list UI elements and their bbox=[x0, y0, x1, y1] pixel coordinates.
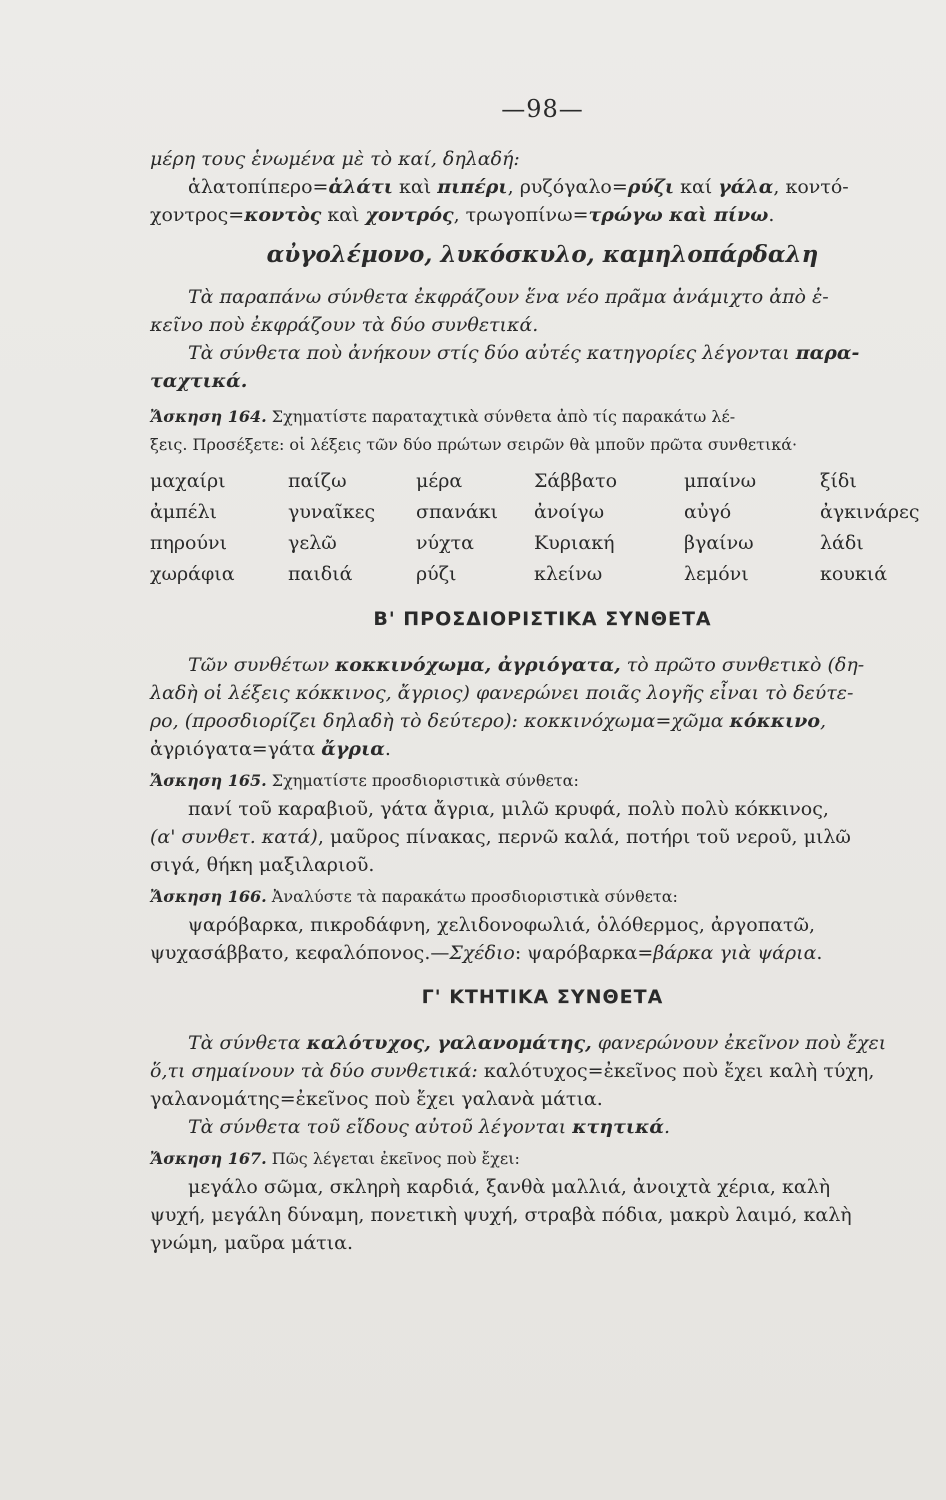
text-line: (α' συνθετ. κατά), μαῦρος πίνακας, περνῶ καλά, ποτήρι τοῦ νεροῦ, μιλῶ bbox=[150, 826, 851, 848]
text-line: κεῖνο ποὺ ἐκφράζουν τὰ δύο συνθετικά. bbox=[150, 314, 539, 336]
exercise-164: Ἄσκηση 164. Σχηματίστε παραταχτικὰ σύνθετα ἀπὸ τίς παρακάτω λέ- bbox=[150, 407, 736, 426]
text-line: ἁλατοπίπερο=ἁλάτι καὶ πιπέρι, ρυζόγαλο=ρύζι καί γάλα, κοντό- bbox=[188, 176, 849, 198]
page-number: —98— bbox=[501, 95, 584, 123]
text-line: Τὰ σύνθετα ποὺ ἀνήκουν στίς δύο αὐτές κατηγορίες λέγονται παρα- bbox=[188, 342, 860, 364]
text-line: Τὰ σύνθετα τοῦ εἴδους αὐτοῦ λέγονται κτητικά. bbox=[188, 1116, 670, 1138]
text-line: μέρη τους ἑνωμένα μὲ τὸ καί, δηλαδή: bbox=[150, 148, 520, 170]
examples-line: αὐγολέμονο, λυκόσκυλο, καμηλοπάρδαλη bbox=[266, 241, 819, 268]
text-line: ψυχασάββατο, κεφαλόπονος.—Σχέδιο: ψαρόβαρκα=βάρκα γιὰ ψάρια. bbox=[150, 942, 823, 964]
text-line: γνώμη, μαῦρα μάτια. bbox=[150, 1232, 353, 1254]
exercise-166: Ἄσκηση 166. Ἀναλύστε τὰ παρακάτω προσδιοριστικὰ σύνθετα: bbox=[150, 887, 678, 906]
exercise-label: Ἄσκηση 164. bbox=[150, 407, 267, 426]
text-line: Τὰ παραπάνω σύνθετα ἐκφράζουν ἕνα νέο πρᾶμα ἀνάμιχτο ἀπὸ ἐ- bbox=[188, 286, 829, 308]
text-line: ξεις. Προσέξετε: οἱ λέξεις τῶν δύο πρώτων σειρῶν θὰ μποῦν πρῶτα συνθετικά· bbox=[150, 435, 798, 454]
text-line: χοντρος=κοντὸς καὶ χοντρός, τρωγοπίνω=τρώγω καὶ πίνω. bbox=[150, 204, 775, 226]
text-line: ρο, (προσδιορίζει δηλαδὴ τὸ δεύτερο): κοκκινόχωμα=χῶμα κόκκινο, bbox=[150, 710, 827, 732]
text-line: σιγά, θήκη μαξιλαριοῦ. bbox=[150, 854, 375, 876]
text-line: μεγάλο σῶμα, σκληρὴ καρδιά, ξανθὰ μαλλιά, ἀνοιχτὰ χέρια, καλὴ bbox=[188, 1176, 831, 1198]
text-line: γαλανομάτης=ἐκεῖνος ποὺ ἔχει γαλανὰ μάτια. bbox=[150, 1088, 603, 1110]
exercise-label: Ἄσκηση 166. bbox=[150, 887, 267, 906]
text-line: πανί τοῦ καραβιοῦ, γάτα ἄγρια, μιλῶ κρυφά, πολὺ πολὺ κόκκινος, bbox=[188, 798, 829, 820]
table-row: χωράφια παιδιά ρύζι κλείνω λεμόνι κουκιά bbox=[150, 562, 888, 585]
exercise-label: Ἄσκηση 167. bbox=[150, 1149, 267, 1168]
page-content bbox=[150, 95, 935, 1257]
exercise-165: Ἄσκηση 165. Σχηματίστε προσδιοριστικὰ σύνθετα: bbox=[150, 771, 579, 790]
text-line: ἀγριόγατα=γάτα ἄγρια. bbox=[150, 738, 391, 760]
text-line: Τῶν συνθέτων κοκκινόχωμα, ἀγριόγατα, τὸ πρῶτο συνθετικὸ (δη- bbox=[188, 654, 865, 676]
text-line: Τὰ σύνθετα καλότυχος, γαλανομάτης, φανερώνουν ἐκεῖνον ποὺ ἔχει bbox=[188, 1032, 887, 1054]
text-line: ὅ,τι σημαίνουν τὰ δύο συνθετικά: καλότυχος=ἐκεῖνος ποὺ ἔχει καλὴ τύχη, bbox=[150, 1060, 875, 1082]
table-row: πηρούνι γελῶ νύχτα Κυριακή βγαίνω λάδι bbox=[150, 531, 864, 554]
text-line: ψυχή, μεγάλη δύναμη, πονετικὴ ψυχή, στραβὰ πόδια, μακρὺ λαιμό, καλὴ bbox=[150, 1204, 852, 1226]
text-line: ψαρόβαρκα, πικροδάφνη, χελιδονοφωλιά, ὁλόθερμος, ἀργοπατῶ, bbox=[188, 914, 816, 936]
text-line: λαδὴ οἱ λέξεις κόκκινος, ἄγριος) φανερώνει ποιᾶς λογῆς εἶναι τὸ δεύτε- bbox=[150, 682, 854, 704]
exercise-167: Ἄσκηση 167. Πῶς λέγεται ἐκεῖνος ποὺ ἔχει: bbox=[150, 1149, 520, 1168]
exercise-label: Ἄσκηση 165. bbox=[150, 771, 267, 790]
section-heading-b: Β' ΠΡΟΣΔΙΟΡΙΣΤΙΚΑ ΣΥΝΘΕΤΑ bbox=[373, 608, 712, 630]
text-line: ταχτικά. bbox=[150, 370, 248, 392]
word-table bbox=[150, 465, 920, 589]
table-row: ἀμπέλι γυναῖκες σπανάκι ἀνοίγω αὐγό ἀγκινάρες bbox=[150, 500, 920, 523]
section-heading-c: Γ' ΚΤΗΤΙΚΑ ΣΥΝΘΕΤΑ bbox=[421, 986, 664, 1008]
table-row: μαχαίρι παίζω μέρα Σάββατο μπαίνω ξίδι bbox=[150, 469, 857, 492]
